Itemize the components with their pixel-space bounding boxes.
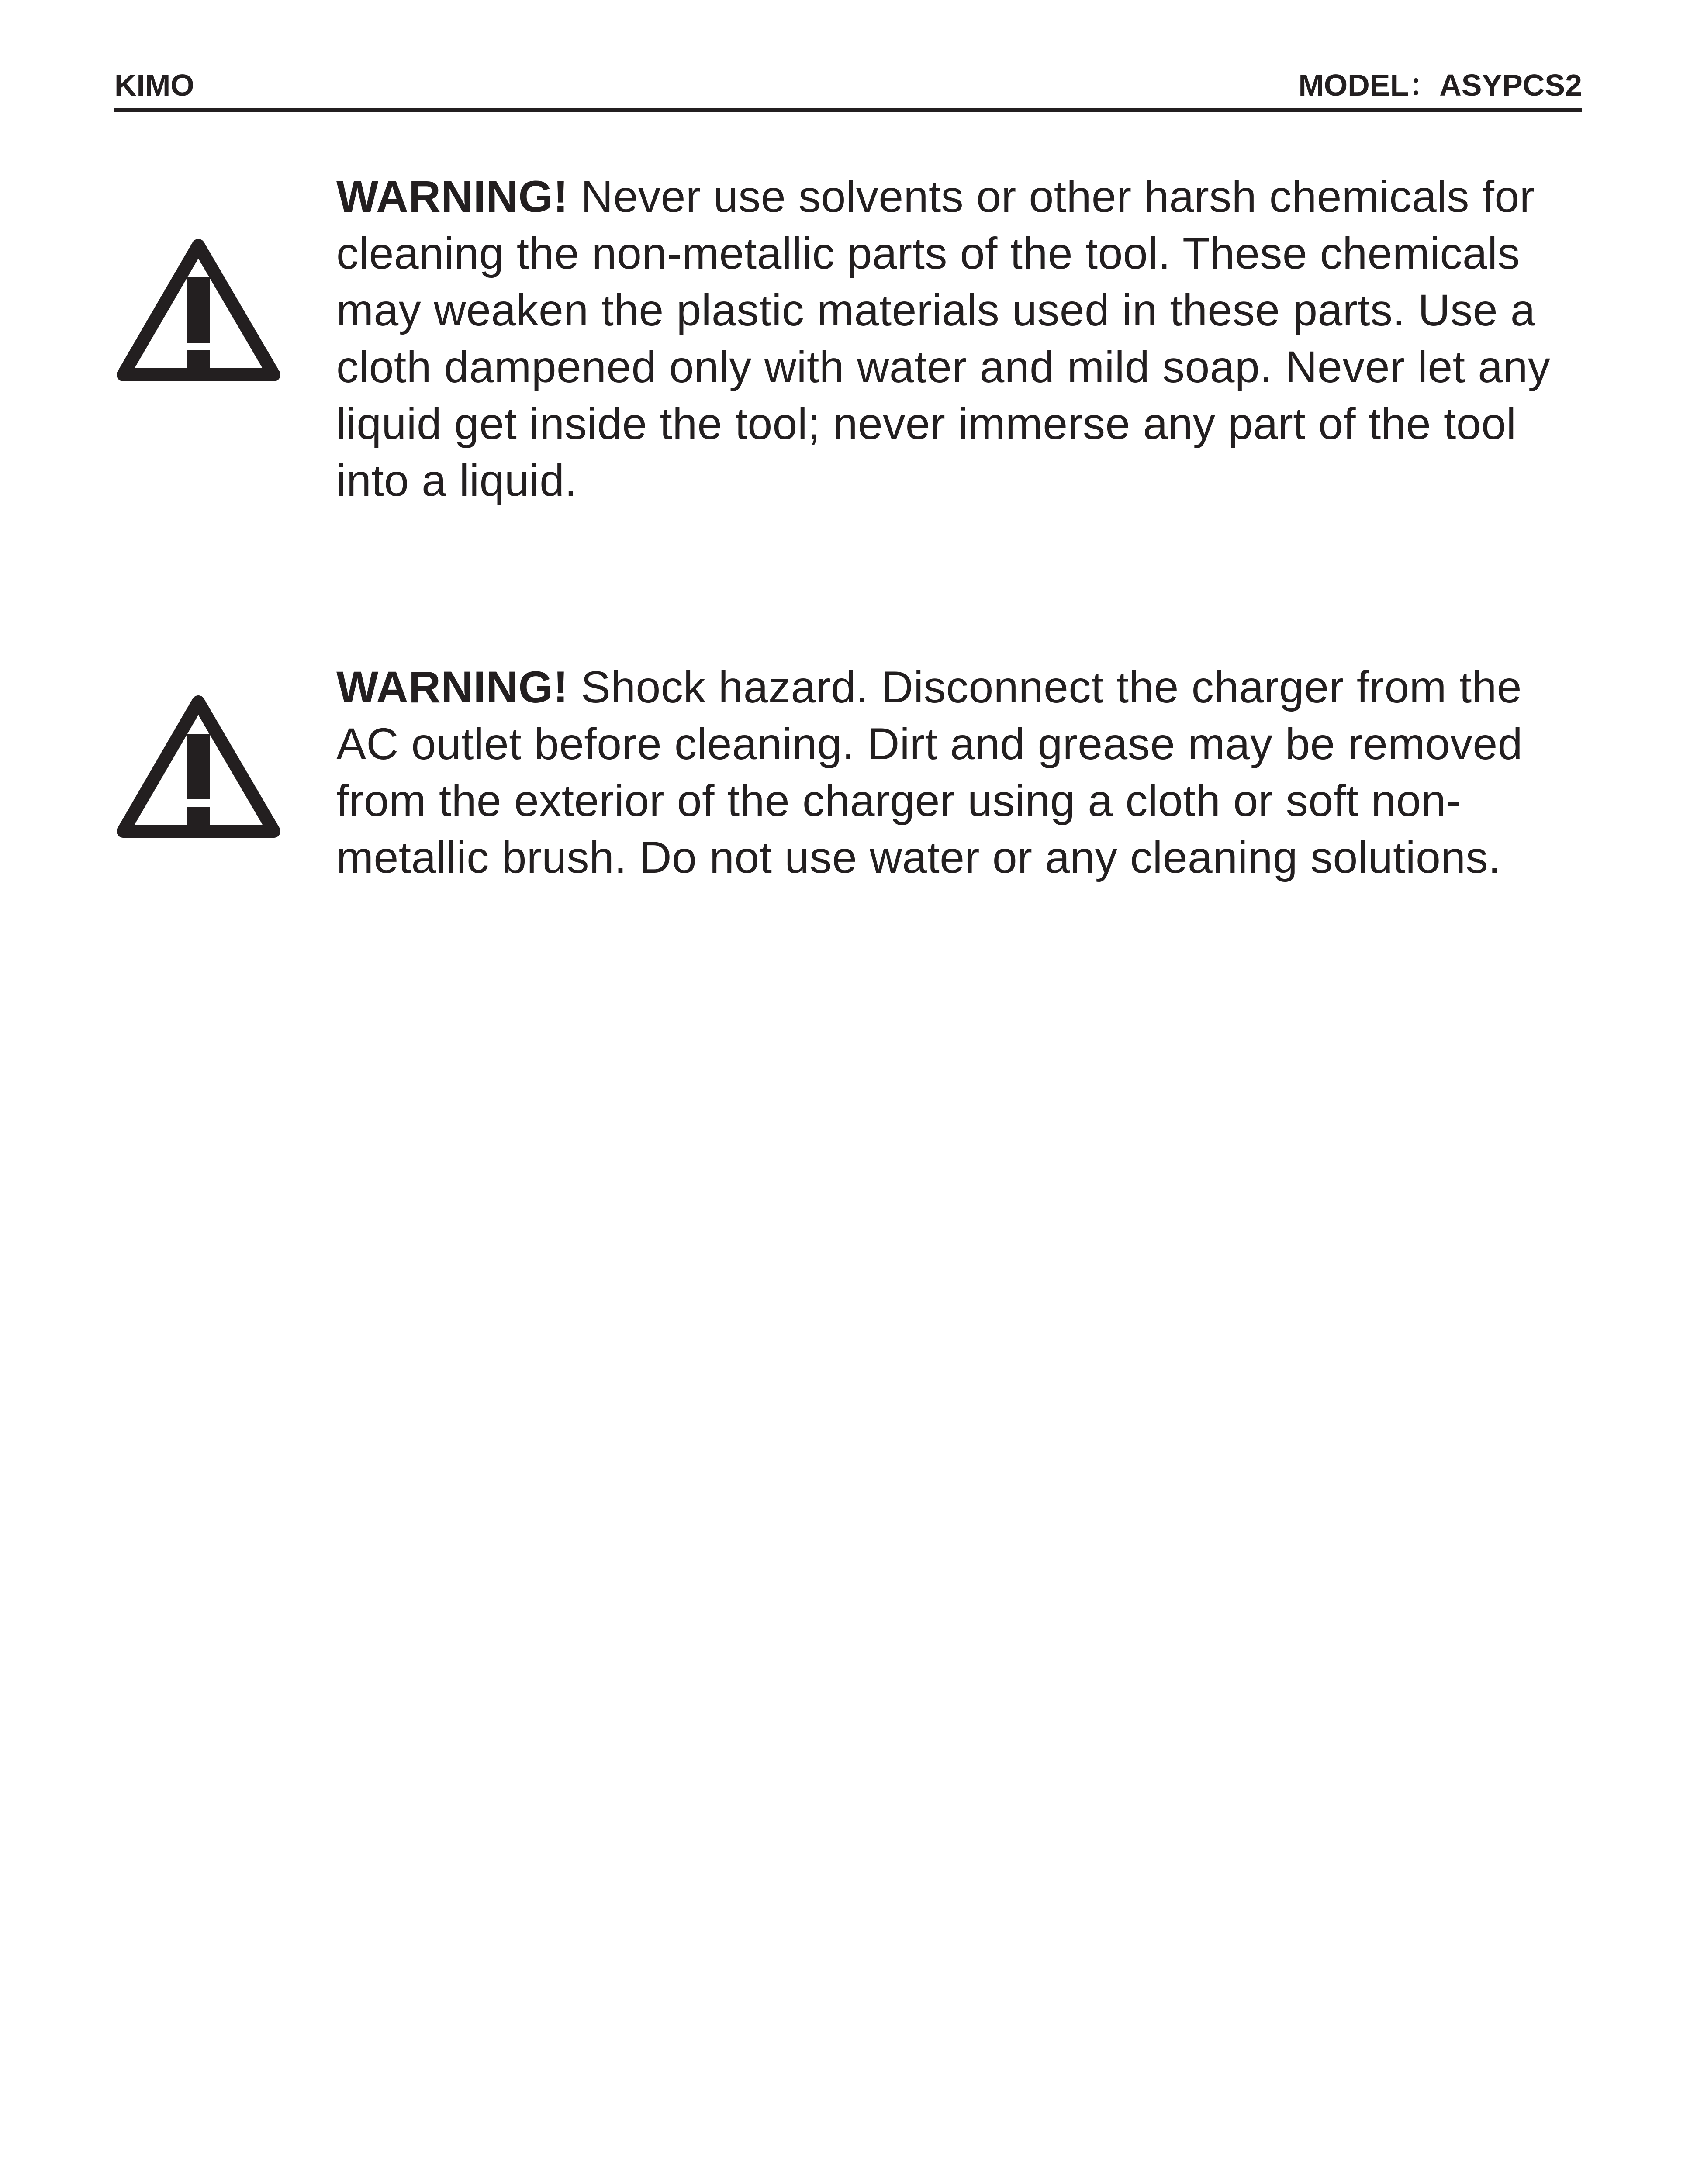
warning-text: Shock hazard. Disconnect the charger from the AC outlet before cleaning. Dirt and grease may be removed from the exterior of the charger using a cloth or soft non-metallic brush. Do not use water or any cleaning solutions. xyxy=(336,662,1523,882)
warning-label: WARNING! xyxy=(336,662,568,712)
warning-triangle-icon xyxy=(114,236,283,384)
warning-text: Never use solvents or other harsh chemicals for cleaning the non-metallic parts of the tool. These chemicals may weaken the plastic materials used in these parts. Use a cloth dampened only with water and mild soap. Never let any liquid get inside the tool; never immerse any part of the tool into a liquid. xyxy=(336,172,1551,505)
warning-block xyxy=(336,168,1586,509)
warning-block xyxy=(336,659,1586,886)
header-divider xyxy=(114,108,1582,112)
page-header xyxy=(114,66,1582,109)
brand-name: KIMO xyxy=(114,68,194,102)
warning-triangle-icon xyxy=(114,692,283,841)
model-number: MODEL：ASYPCS2 xyxy=(1298,68,1582,102)
warning-label: WARNING! xyxy=(336,172,568,221)
